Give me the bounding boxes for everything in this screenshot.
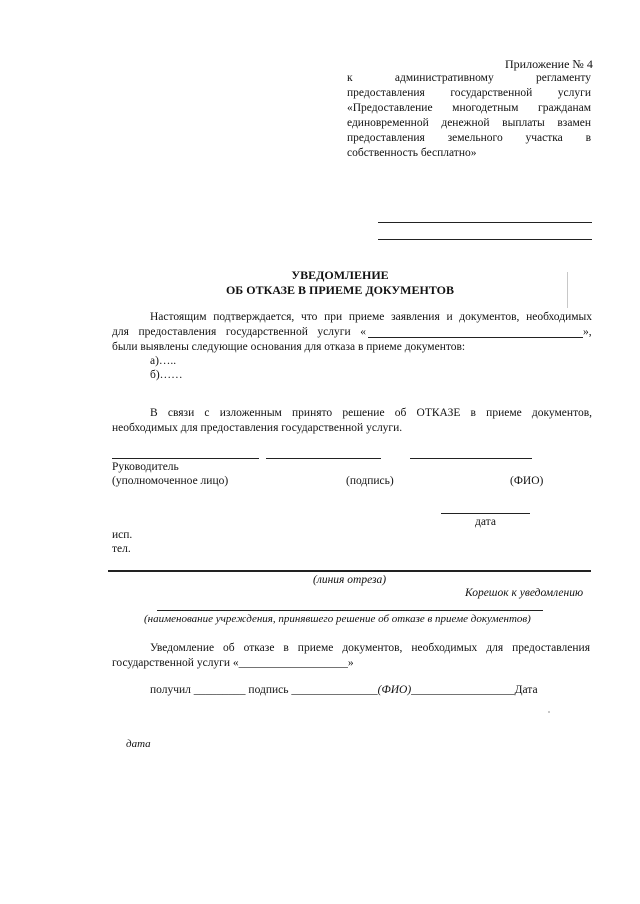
signature-line (266, 458, 381, 459)
appendix-line: «Предоставление многодетным гражданам (347, 102, 591, 114)
institution-line (157, 610, 543, 611)
appendix-title: Приложение № 4 (505, 57, 593, 71)
stub-date-label: дата (126, 738, 151, 750)
paragraph-1-line2: для предоставления государственной услуги « (112, 326, 366, 338)
paragraph-1-line1: Настоящим подтверждается, что при приеме заявления и документов, необходимых (150, 311, 592, 323)
role-sublabel: (уполномоченное лицо) (112, 475, 229, 487)
appendix-line: собственность бесплатно» (347, 147, 477, 159)
role-signature-line (112, 458, 259, 459)
cut-line-label: (линия отреза) (313, 574, 387, 586)
role-label: Руководитель (112, 461, 179, 473)
received-line (150, 683, 538, 698)
date-label: дата (475, 516, 496, 528)
cut-line (108, 570, 591, 572)
paragraph-2-line2: необходимых для предоставления государственной услуги. (112, 422, 403, 434)
addressee-line (378, 239, 592, 240)
name-line (410, 458, 532, 459)
appendix-line: единовременной денежной выплаты взамен (347, 117, 591, 129)
paragraph-2-line1: В связи с изложенным принято решение об ОТКАЗЕ в приеме документов, (150, 407, 592, 419)
reason-item-b: б)…… (150, 369, 183, 381)
phone-label: тел. (112, 543, 131, 555)
signature-label: (подпись) (346, 475, 394, 487)
addressee-line (378, 222, 592, 223)
name-label: (ФИО) (510, 475, 544, 487)
received-signature-text: получил _________ подпись _______________ (150, 684, 378, 696)
date-line (441, 513, 530, 514)
stub-notice-line2: государственной услуги «___________________» (112, 657, 354, 669)
service-name-blank (368, 337, 583, 338)
scan-dot (548, 711, 550, 713)
notice-heading-line2: ОБ ОТКАЗЕ В ПРИЕМЕ ДОКУМЕНТОВ (225, 283, 455, 297)
stub-title: Корешок к уведомлению (465, 587, 584, 599)
received-date-text: __________________Дата (411, 684, 538, 696)
performer-label: исп. (112, 529, 133, 541)
notice-heading-line1: УВЕДОМЛЕНИЕ (291, 268, 389, 282)
appendix-line: к административному регламенту (347, 72, 591, 84)
reason-item-a: а)….. (150, 355, 177, 367)
institution-label: (наименование учреждения, принявшего решение об отказе в приеме документов) (144, 613, 531, 625)
stub-notice-line1: Уведомление об отказе в приеме документов, необходимых для предоставления (150, 642, 590, 654)
paragraph-1-line3: были выявлены следующие основания для отказа в приеме документов: (112, 341, 466, 353)
appendix-line: предоставления государственной услуги (347, 87, 591, 99)
paragraph-1-line2-end: », (583, 326, 592, 338)
received-name-label: (ФИО) (377, 684, 412, 696)
appendix-line: предоставления земельного участка в (347, 132, 591, 144)
